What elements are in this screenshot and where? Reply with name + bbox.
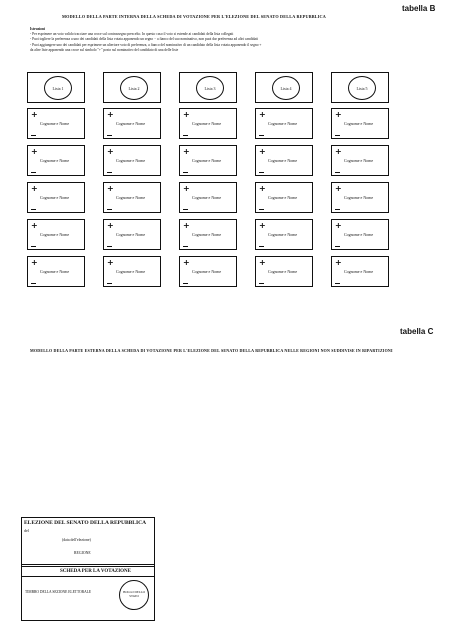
candidate-box[interactable] [179, 108, 237, 139]
minus-icon[interactable] [335, 135, 340, 136]
ballot-del: del [24, 528, 29, 533]
candidate-name: Cognome e Nome [268, 158, 298, 163]
candidate-box[interactable] [103, 219, 161, 250]
ballot-section-stamp-line: TIMBRO DELLA SEZIONE ELETTORALE [25, 590, 92, 594]
instructions-heading: Istruzioni [30, 27, 45, 31]
plus-icon[interactable]: + [259, 221, 266, 230]
plus-icon[interactable]: + [107, 221, 114, 230]
instruction-line: - Puoi aggiungere uno dei candidati per esprimere un ulteriore voto di preferenza, a fianco del nominativo di un candidato della lista votata apponendo il segno + [30, 42, 262, 47]
plus-icon[interactable]: + [259, 258, 266, 267]
minus-icon[interactable] [335, 283, 340, 284]
minus-icon[interactable] [183, 135, 188, 136]
candidate-box[interactable] [331, 108, 389, 139]
minus-icon[interactable] [183, 172, 188, 173]
plus-icon[interactable]: + [259, 110, 266, 119]
plus-icon[interactable]: + [31, 147, 38, 156]
candidate-box[interactable] [255, 145, 313, 176]
candidate-name: Cognome e Nome [40, 195, 70, 200]
tabella-b-label: tabella B [402, 4, 436, 13]
candidate-name: Cognome e Nome [344, 232, 374, 237]
candidate-box[interactable] [255, 256, 313, 287]
minus-icon[interactable] [183, 246, 188, 247]
plus-icon[interactable]: + [31, 110, 38, 119]
minus-icon[interactable] [107, 283, 112, 284]
instructions-block [30, 27, 261, 53]
plus-icon[interactable]: + [335, 147, 342, 156]
minus-icon[interactable] [107, 209, 112, 210]
candidate-box[interactable] [103, 256, 161, 287]
candidate-name: Cognome e Nome [116, 269, 146, 274]
candidate-name: Cognome e Nome [268, 232, 298, 237]
candidate-box[interactable] [179, 256, 237, 287]
minus-icon[interactable] [31, 283, 36, 284]
ballot-region: REGIONE [74, 551, 91, 555]
list-symbol-box[interactable] [255, 72, 313, 103]
candidate-name: Cognome e Nome [116, 232, 146, 237]
plus-icon[interactable]: + [183, 184, 190, 193]
plus-icon[interactable]: + [31, 221, 38, 230]
minus-icon[interactable] [107, 135, 112, 136]
candidate-name: Cognome e Nome [344, 121, 374, 126]
minus-icon[interactable] [259, 135, 264, 136]
candidate-box[interactable] [255, 108, 313, 139]
candidate-box[interactable] [27, 182, 85, 213]
minus-icon[interactable] [31, 209, 36, 210]
candidate-name: Cognome e Nome [116, 195, 146, 200]
candidate-box[interactable] [103, 182, 161, 213]
instruction-line: - Puoi togliere la preferenza a uno dei candidati della lista votata apponendo un segno − a fianco del suo nominativo, non puoi dar preferenza ad altri candidati [30, 37, 258, 42]
plus-icon[interactable]: + [31, 184, 38, 193]
state-seal: BOLLO DELLO STATO [119, 580, 149, 610]
minus-icon[interactable] [183, 283, 188, 284]
minus-icon[interactable] [335, 246, 340, 247]
candidate-box[interactable] [103, 145, 161, 176]
minus-icon[interactable] [259, 209, 264, 210]
minus-icon[interactable] [259, 283, 264, 284]
candidate-box[interactable] [27, 219, 85, 250]
plus-icon[interactable]: + [107, 258, 114, 267]
candidate-box[interactable] [27, 108, 85, 139]
candidate-name: Cognome e Nome [344, 158, 374, 163]
candidate-box[interactable] [331, 182, 389, 213]
candidate-box[interactable] [27, 256, 85, 287]
instruction-line: da altre liste apponendo una croce sul simbolo "+" posto sul nominativo del candidato di una delle liste [30, 47, 179, 52]
ballot-divider [22, 566, 154, 567]
plus-icon[interactable]: + [259, 147, 266, 156]
plus-icon[interactable]: + [335, 110, 342, 119]
list-symbol-circle: Lista 2 [120, 76, 148, 100]
minus-icon[interactable] [31, 246, 36, 247]
list-symbol-box[interactable] [331, 72, 389, 103]
model-b-title: MODELLO DELLA PARTE INTERNA DELLA SCHEDA DI VOTAZIONE PER L'ELEZIONE DEL SENATO DELLA REPUBBLICA [62, 14, 326, 19]
plus-icon[interactable]: + [183, 147, 190, 156]
minus-icon[interactable] [107, 172, 112, 173]
list-symbol-circle: Lista 1 [44, 76, 72, 100]
candidate-box[interactable] [179, 219, 237, 250]
instruction-line: - Per esprimere un voto valido tracciare una croce sul contrassegno prescelto. In questo caso il voto si estende ai candidati della lista collegati [30, 32, 234, 37]
candidate-name: Cognome e Nome [116, 121, 146, 126]
minus-icon[interactable] [259, 172, 264, 173]
plus-icon[interactable]: + [335, 184, 342, 193]
candidate-box[interactable] [255, 219, 313, 250]
candidate-name: Cognome e Nome [344, 269, 374, 274]
plus-icon[interactable]: + [31, 258, 38, 267]
candidate-name: Cognome e Nome [268, 269, 298, 274]
candidate-name: Cognome e Nome [40, 121, 70, 126]
plus-icon[interactable]: + [335, 258, 342, 267]
minus-icon[interactable] [107, 246, 112, 247]
ballot-exterior [21, 517, 155, 621]
list-symbol-circle: Lista 4 [272, 76, 300, 100]
candidate-box[interactable] [331, 256, 389, 287]
ballot-scheda-title: SCHEDA PER LA VOTAZIONE [60, 569, 131, 574]
candidate-box[interactable] [179, 182, 237, 213]
candidate-name: Cognome e Nome [192, 195, 222, 200]
candidate-name: Cognome e Nome [40, 269, 70, 274]
candidate-name: Cognome e Nome [40, 232, 70, 237]
plus-icon[interactable]: + [107, 147, 114, 156]
plus-icon[interactable]: + [183, 110, 190, 119]
candidate-box[interactable] [179, 145, 237, 176]
minus-icon[interactable] [335, 209, 340, 210]
candidate-name: Cognome e Nome [192, 121, 222, 126]
plus-icon[interactable]: + [107, 184, 114, 193]
candidate-box[interactable] [103, 108, 161, 139]
model-c-title: MODELLO DELLA PARTE ESTERNA DELLA SCHEDA DI VOTAZIONE PER L'ELEZIONE DEL SENATO DELLA REPUBBLICA NELLE REGIONI NON SUDDIVISE IN RIPARTIZIONI [30, 348, 393, 353]
candidate-name: Cognome e Nome [344, 195, 374, 200]
plus-icon[interactable]: + [183, 221, 190, 230]
list-symbol-circle: Lista 5 [348, 76, 376, 100]
list-symbol-box[interactable] [27, 72, 85, 103]
tabella-c-label: tabella C [400, 327, 434, 336]
candidate-name: Cognome e Nome [116, 158, 146, 163]
plus-icon[interactable]: + [107, 110, 114, 119]
candidate-name: Cognome e Nome [192, 158, 222, 163]
plus-icon[interactable]: + [259, 184, 266, 193]
plus-icon[interactable]: + [183, 258, 190, 267]
list-symbol-box[interactable] [179, 72, 237, 103]
minus-icon[interactable] [31, 172, 36, 173]
candidate-name: Cognome e Nome [268, 121, 298, 126]
minus-icon[interactable] [31, 135, 36, 136]
ballot-divider [22, 564, 154, 565]
ballot-divider [22, 576, 154, 577]
minus-icon[interactable] [335, 172, 340, 173]
candidate-box[interactable] [331, 219, 389, 250]
list-symbol-circle: Lista 3 [196, 76, 224, 100]
candidate-name: Cognome e Nome [192, 269, 222, 274]
candidate-name: Cognome e Nome [192, 232, 222, 237]
ballot-heading: ELEZIONE DEL SENATO DELLA REPUBBLICA [24, 520, 147, 526]
candidate-box[interactable] [331, 145, 389, 176]
list-symbol-box[interactable] [103, 72, 161, 103]
ballot-date-line: (data dell'elezione) [62, 538, 91, 542]
candidate-box[interactable] [255, 182, 313, 213]
minus-icon[interactable] [183, 209, 188, 210]
candidate-box[interactable] [27, 145, 85, 176]
plus-icon[interactable]: + [335, 221, 342, 230]
candidate-name: Cognome e Nome [40, 158, 70, 163]
candidate-name: Cognome e Nome [268, 195, 298, 200]
minus-icon[interactable] [259, 246, 264, 247]
